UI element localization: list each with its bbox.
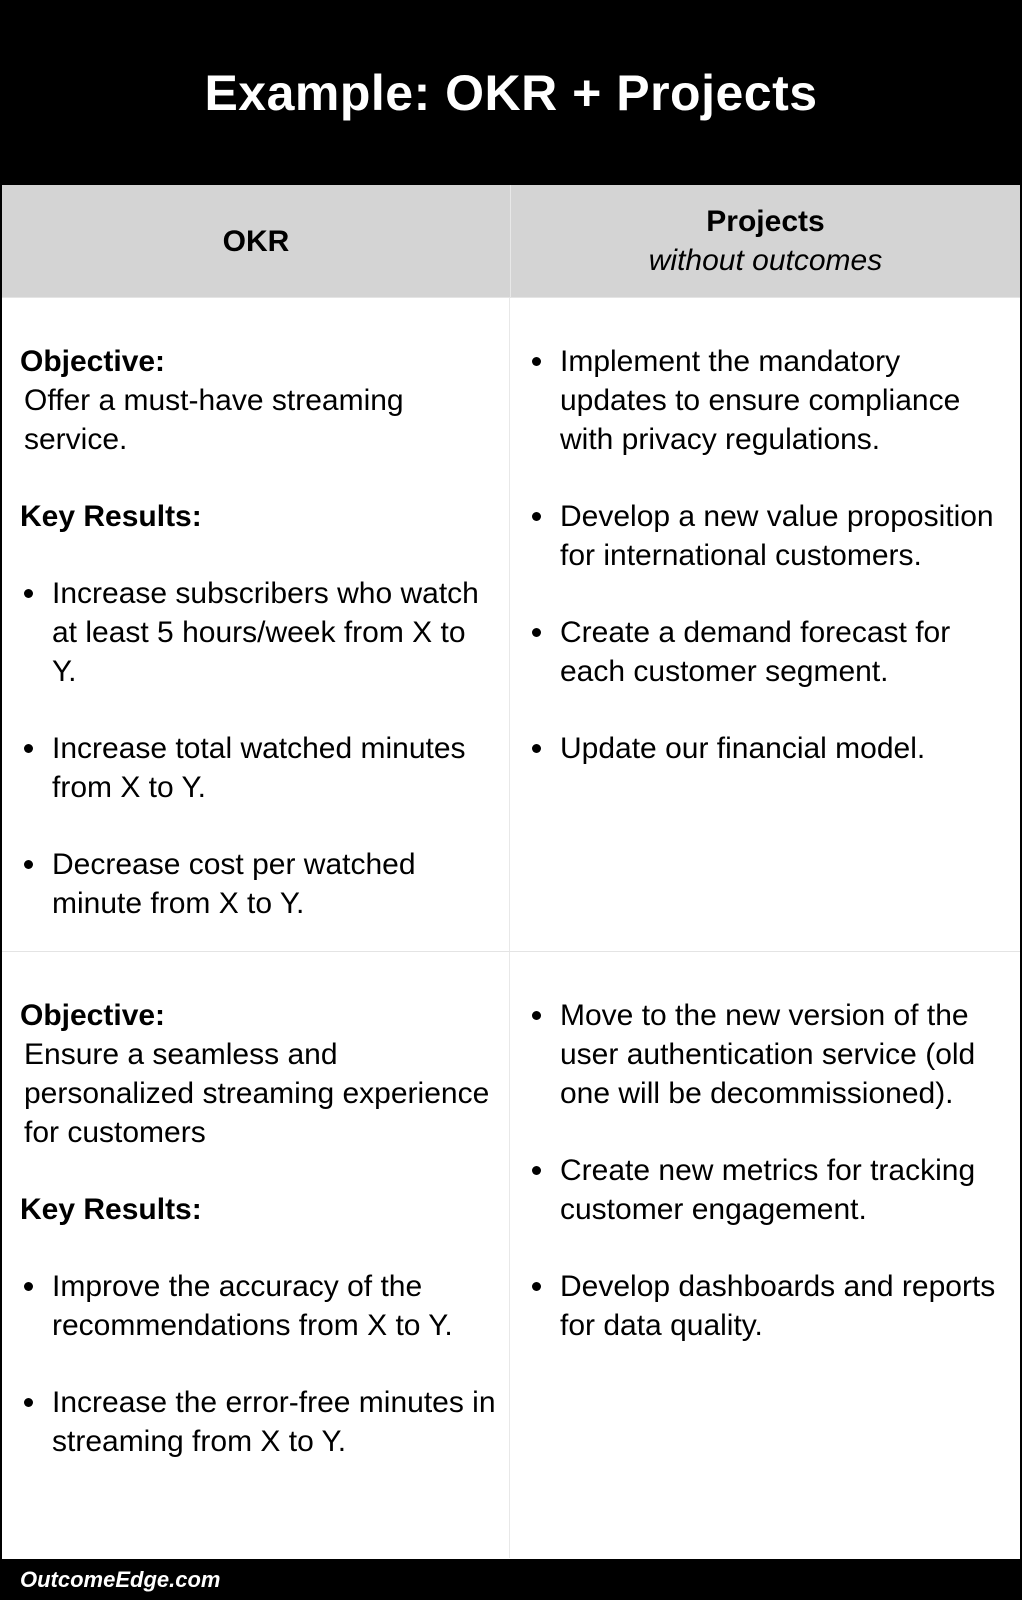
header-projects-label: Projects	[706, 205, 825, 238]
table-header-row	[2, 185, 1020, 298]
project-item: Develop dashboards and reports for data quality.	[528, 1267, 1009, 1345]
header-okr-label: OKR	[222, 224, 290, 258]
okr-cell	[2, 952, 510, 1558]
project-item: Update our financial model.	[528, 729, 1009, 768]
okr-cell	[2, 298, 510, 951]
objective-label: Objective:	[20, 999, 166, 1032]
footer-site-name: OutcomeEdge.com	[20, 1566, 221, 1592]
header-projects	[511, 185, 1020, 297]
projects-cell	[510, 952, 1019, 1558]
key-results-label: Key Results:	[20, 500, 202, 533]
page-title: Example: OKR + Projects	[204, 64, 818, 121]
title-bar	[0, 0, 1022, 185]
table-row	[2, 952, 1020, 1558]
key-results-list	[20, 574, 497, 923]
key-result-item: Decrease cost per watched minute from X to Y.	[20, 845, 497, 923]
objective-text: Ensure a seamless and personalized streaming experience for customers	[24, 1038, 490, 1149]
header-okr	[2, 185, 511, 297]
key-results-list	[20, 1267, 497, 1461]
objective-label: Objective:	[20, 345, 166, 378]
project-item: Create a demand forecast for each customer segment.	[528, 613, 1009, 691]
key-results-label: Key Results:	[20, 1193, 202, 1226]
project-item: Implement the mandatory updates to ensure compliance with privacy regulations.	[528, 342, 1009, 459]
project-item: Move to the new version of the user authentication service (old one will be decommissioned).	[528, 996, 1009, 1113]
project-item: Develop a new value proposition for international customers.	[528, 497, 1009, 575]
footer	[0, 1559, 1022, 1600]
key-result-item: Increase subscribers who watch at least 5 hours/week from X to Y.	[20, 574, 497, 691]
table-row	[2, 298, 1020, 952]
objective-text: Offer a must-have streaming service.	[24, 384, 404, 456]
projects-list	[528, 996, 1009, 1345]
comparison-table	[2, 185, 1020, 1559]
projects-list	[528, 342, 1009, 768]
project-item: Create new metrics for tracking customer engagement.	[528, 1151, 1009, 1229]
key-result-item: Increase the error-free minutes in streaming from X to Y.	[20, 1383, 497, 1461]
key-result-item: Improve the accuracy of the recommendations from X to Y.	[20, 1267, 497, 1345]
header-projects-sublabel: without outcomes	[648, 244, 883, 277]
projects-cell	[510, 298, 1019, 951]
key-result-item: Increase total watched minutes from X to Y.	[20, 729, 497, 807]
